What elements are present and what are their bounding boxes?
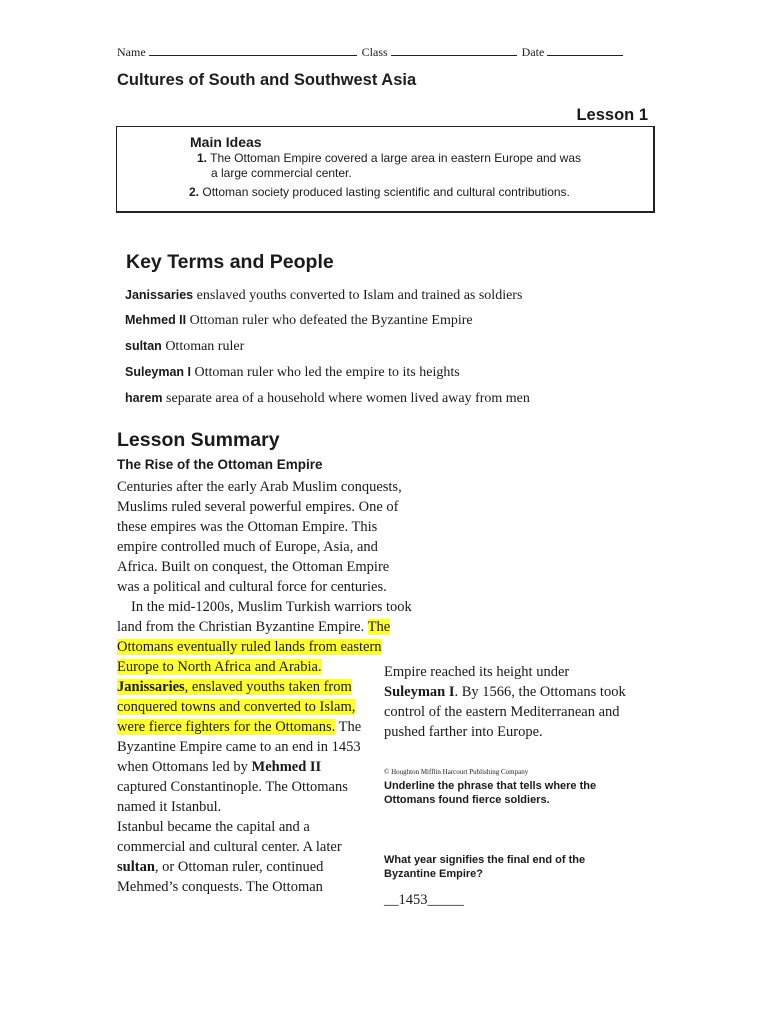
text-line: Muslims ruled several powerful empires. One of <box>117 499 399 515</box>
key-term-harem <box>125 389 530 408</box>
highlighted-text: were fierce fighters for the Ottomans. <box>117 719 336 735</box>
text-line: pushed farther into Europe. <box>384 724 543 740</box>
key-term-sultan <box>125 337 244 356</box>
main-idea-2 <box>189 185 639 200</box>
main-idea-text: Ottoman society produced lasting scientific and cultural contributions. <box>202 185 570 199</box>
text-line: Istanbul became the capital and a <box>117 819 310 835</box>
definition: Ottoman ruler who led the empire to its heights <box>194 365 460 380</box>
highlighted-text <box>117 679 352 695</box>
text-line: control of the eastern Mediterranean and <box>384 704 620 720</box>
term: Suleyman I <box>125 365 191 379</box>
bold-term: sultan <box>117 859 155 875</box>
copyright-notice: © Houghton Mifflin Harcourt Publishing Company <box>384 768 529 776</box>
text-line: captured Constantinople. The Ottomans <box>117 779 348 795</box>
main-idea-number: 2. <box>189 185 200 199</box>
key-term-mehmed <box>125 311 473 330</box>
text-span: land from the Christian Byzantine Empire. <box>117 619 365 635</box>
text-line <box>117 697 387 717</box>
bold-term: Janissaries <box>117 679 185 695</box>
class-label: Class <box>361 45 388 59</box>
text-line: Centuries after the early Arab Muslim conquests, <box>117 479 402 495</box>
text-line: Empire reached its height under <box>384 664 570 680</box>
question-text: What year signifies the final end of the <box>384 854 586 866</box>
text-line: named it Istanbul. <box>117 799 222 815</box>
text-line <box>117 757 387 777</box>
text-span: , or Ottoman ruler, continued <box>154 859 324 875</box>
text-line: Mehmed’s conquests. The Ottoman <box>117 879 323 895</box>
date-field[interactable] <box>547 43 623 56</box>
question-text: Ottomans found fierce soldiers. <box>384 793 550 806</box>
highlighted-text: conquered towns and converted to Islam, <box>117 699 356 715</box>
text-line: Africa. Built on conquest, the Ottoman Empire <box>117 559 390 575</box>
name-label: Name <box>117 45 146 59</box>
highlighted-text: Europe to North Africa and Arabia. <box>117 659 322 675</box>
main-idea-text: The Ottoman Empire covered a large area in eastern Europe and was <box>210 151 582 165</box>
text-line: In the mid-1200s, Muslim Turkish warriors took <box>131 599 412 615</box>
text-span: The <box>338 719 362 735</box>
lesson-summary-heading: Lesson Summary <box>117 429 280 451</box>
main-idea-text: a large commercial center. <box>211 166 352 180</box>
text-line: commercial and cultural center. A later <box>117 839 342 855</box>
summary-right-column <box>384 662 654 742</box>
class-field[interactable] <box>391 43 517 56</box>
text-span: , enslaved youths taken from <box>184 679 352 695</box>
date-label: Date <box>521 45 545 59</box>
bold-term: Mehmed II <box>251 759 322 775</box>
margin-question-1 <box>384 780 596 807</box>
term: Mehmed II <box>125 313 187 327</box>
text-span: . By 1566, the Ottomans took <box>454 684 626 700</box>
main-ideas-box <box>116 126 655 213</box>
text-line <box>117 677 387 697</box>
text-line <box>117 617 391 637</box>
summary-left-column <box>117 477 412 897</box>
main-idea-number: 1. <box>197 151 208 165</box>
text-line <box>117 637 387 657</box>
page-title: Cultures of South and Southwest Asia <box>117 71 417 89</box>
margin-question-2 <box>384 854 585 881</box>
text-line <box>117 857 387 877</box>
section-subheading: The Rise of the Ottoman Empire <box>117 457 323 472</box>
text-line: Byzantine Empire came to an end in 1453 <box>117 739 361 755</box>
text-line <box>384 682 654 702</box>
name-field[interactable] <box>149 43 357 56</box>
text-line: these empires was the Ottoman Empire. This <box>117 519 378 535</box>
main-ideas-heading: Main Ideas <box>190 134 262 150</box>
question-text: Underline the phrase that tells where the <box>384 780 597 792</box>
text-line: empire controlled much of Europe, Asia, and <box>117 539 378 555</box>
student-info-line <box>117 43 623 60</box>
bold-term: Suleyman I <box>384 684 455 700</box>
key-term-suleyman <box>125 363 460 382</box>
highlighted-text: The <box>367 619 391 635</box>
term: sultan <box>125 339 162 353</box>
answer-1453[interactable]: __1453_____ <box>384 892 464 908</box>
text-line <box>117 717 387 737</box>
question-text: Byzantine Empire? <box>384 867 484 880</box>
definition: Ottoman ruler <box>165 339 245 354</box>
text-line: was a political and cultural force for centuries. <box>117 579 387 595</box>
lesson-number: Lesson 1 <box>576 106 648 124</box>
definition: separate area of a household where women lived away from men <box>166 391 530 406</box>
text-line <box>117 657 387 677</box>
main-idea-1 <box>197 151 637 181</box>
definition: enslaved youths converted to Islam and trained as soldiers <box>196 288 523 303</box>
term: harem <box>125 391 163 405</box>
term: Janissaries <box>125 288 194 302</box>
definition: Ottoman ruler who defeated the Byzantine Empire <box>189 313 473 328</box>
key-term-janissaries <box>125 286 522 305</box>
highlighted-text: Ottomans eventually ruled lands from eastern <box>117 639 382 655</box>
text-span: when Ottomans led by <box>117 759 248 775</box>
key-terms-heading: Key Terms and People <box>126 251 334 273</box>
